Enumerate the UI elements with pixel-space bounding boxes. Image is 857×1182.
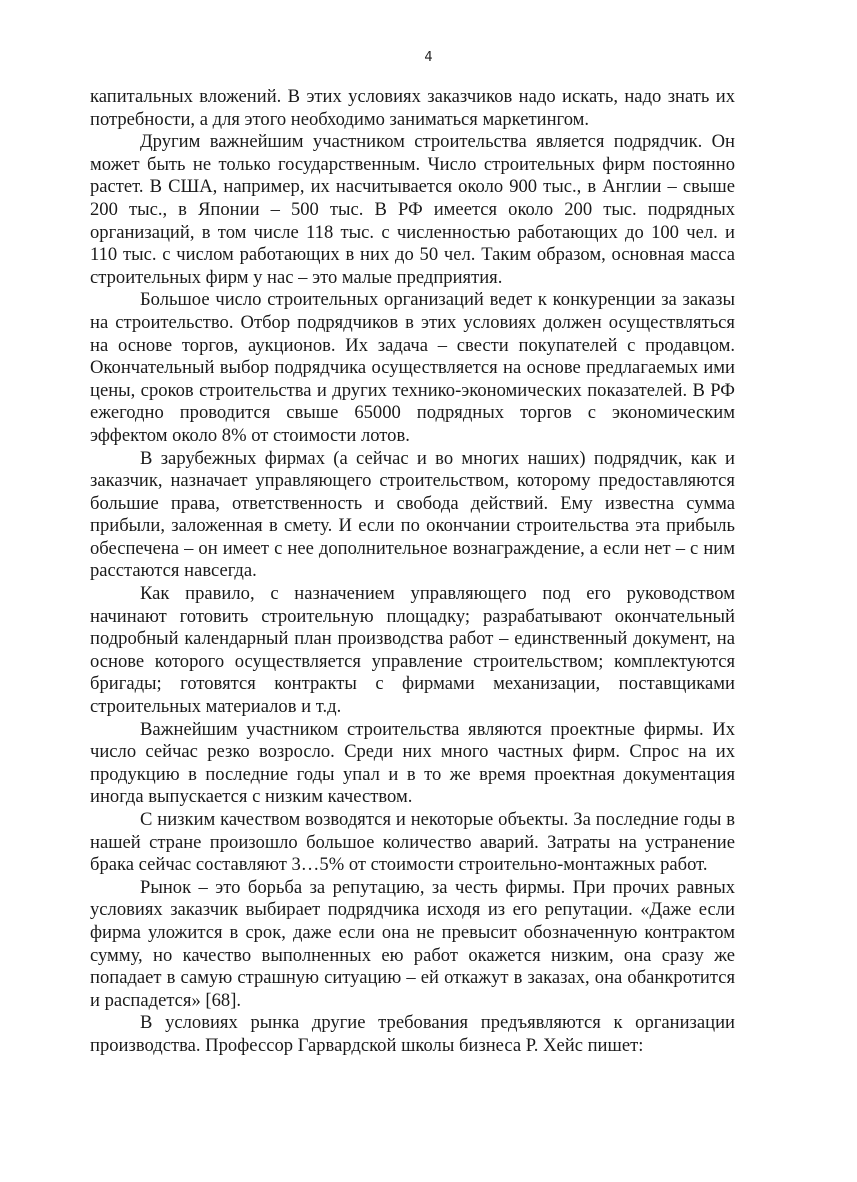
paragraph-7: С низким качеством возводятся и некоторые объекты. За последние годы в нашей стране произошло большое количество аварий. Затраты на устранение брака сейчас составляют 3…5% от стоимости строительно-монтажных работ. <box>90 809 735 876</box>
paragraph-1: капитальных вложений. В этих условиях заказчиков надо искать, надо знать их потребности, а для этого необходимо заниматься маркетингом. <box>90 86 735 130</box>
paragraph-2: Другим важнейшим участником строительства является подрядчик. Он может быть не только государственным. Число строительных фирм постоянно растет. В США, например, их насчитывается около 900 тыс., в Англии – свыше 200 тыс., в Японии – 500 тыс. В РФ имеется около 200 тыс. подрядных организаций, в том числе 118 тыс. с численностью работающих до 100 чел. и 110 тыс. с числом работающих в них до 50 чел. Таким образом, основная масса строительных фирм у нас – это малые предприятия. <box>90 131 735 288</box>
paragraph-6: Важнейшим участником строительства являются проектные фирмы. Их число сейчас резко возросло. Среди них много частных фирм. Спрос на их продукцию в последние годы упал и в то же время проектная документация иногда выпускается с низким качеством. <box>90 718 735 808</box>
paragraph-4: В зарубежных фирмах (а сейчас и во многих наших) подрядчик, как и заказчик, назначает управляющего строительством, которому предоставляются большие права, ответственность и свобода действий. Ему известна сумма прибыли, заложенная в смету. И если по окончании строительства эта прибыль обеспечена – он имеет с нее дополнительное вознаграждение, а если нет – с ним расстаются навсегда. <box>90 447 735 582</box>
paragraph-8: Рынок – это борьба за репутацию, за честь фирмы. При прочих равных условиях заказчик выбирает подрядчика исходя из его репутации. «Даже если фирма уложится в срок, даже если она не превысит обозначенную контрактом сумму, но качество выполненных ею работ окажется низким, она сразу же попадает в самую страшную ситуацию – ей откажут в заказах, она обанкротится и распадется» [68]. <box>90 876 735 1011</box>
page-number: 4 <box>424 50 433 65</box>
body-text <box>90 86 735 1058</box>
paragraph-3: Большое число строительных организаций ведет к конкуренции за заказы на строительство. Отбор подрядчиков в этих условиях должен осуществляться на основе торгов, аукционов. Их задача – свести покупателей с продавцом. Окончательный выбор подрядчика осуществляется на основе предлагаемых ими цены, сроков строительства и других технико-экономических показателей. В РФ ежегодно проводится свыше 65000 подрядных торгов с экономическим эффектом около 8% от стоимости лотов. <box>90 289 735 446</box>
paragraph-5: Как правило, с назначением управляющего под его руководством начинают готовить строительную площадку; разрабатывают окончательный подробный календарный план производства работ – единственный документ, на основе которого осуществляется управление строительством; комплектуются бригады; готовятся контракты с фирмами механизации, поставщиками строительных материалов и т.д. <box>90 583 735 718</box>
paragraph-9: В условиях рынка другие требования предъявляются к организации производства. Профессор Гарвардской школы бизнеса Р. Хейс пишет: <box>90 1012 735 1056</box>
